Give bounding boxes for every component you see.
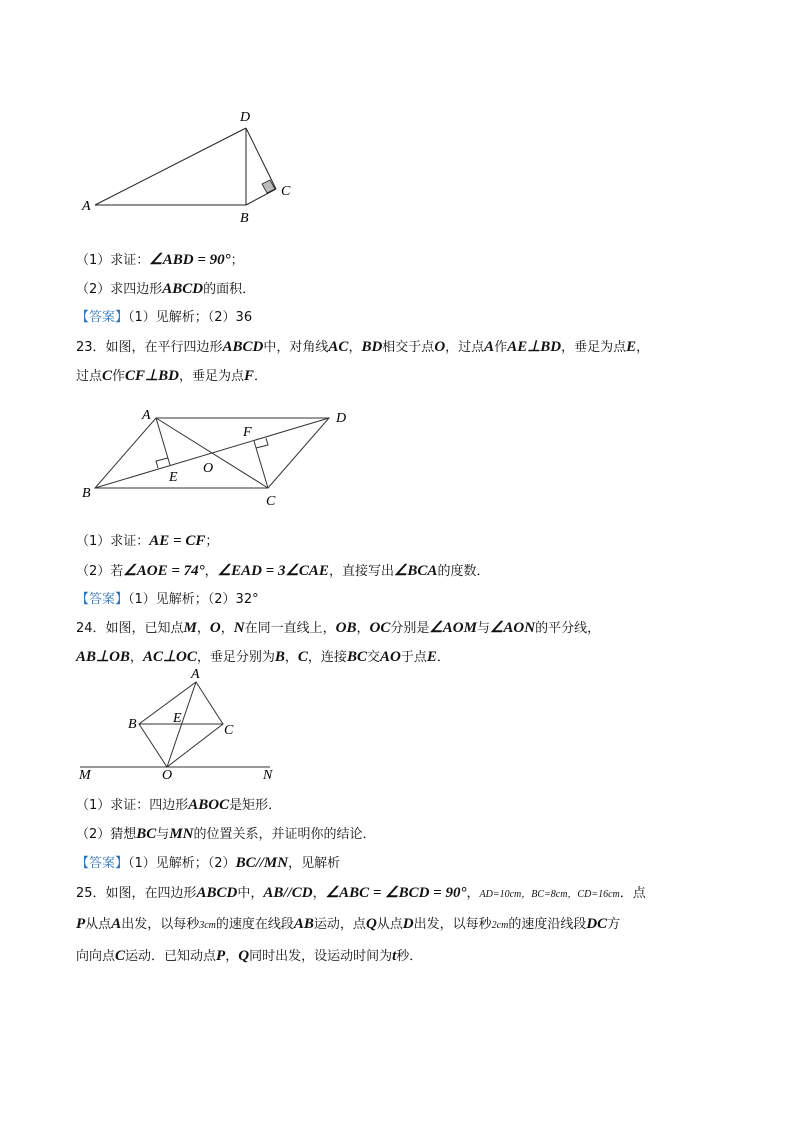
figure-q23-parallelogram xyxy=(70,400,370,515)
label-E: E xyxy=(169,470,178,485)
label-C: C xyxy=(224,723,234,738)
figure-q22-quadrilateral xyxy=(70,100,310,230)
q25-stem-line1: 25．如图，在四边形ABCD中，AB//CD，∠ABC = ∠BCD = 90°，AD=10cm，BC=8cm，CD=16cm．点 xyxy=(76,885,646,901)
q22-part2: （2）求四边形ABCD的面积． xyxy=(76,281,256,297)
label-D: D xyxy=(336,411,347,426)
label-B: B xyxy=(128,717,137,732)
label-D: D xyxy=(240,110,251,125)
q24-part2: （2）猜想BC与MN的位置关系，并证明你的结论． xyxy=(76,826,376,842)
label-N: N xyxy=(263,768,273,783)
label-A: A xyxy=(191,667,200,682)
q23-part1: （1）求证：AE = CF； xyxy=(76,533,219,549)
answer-tag: 【答案】 xyxy=(76,856,129,871)
label-O: O xyxy=(203,461,214,476)
label-M: M xyxy=(79,768,91,783)
label-B: B xyxy=(240,211,249,226)
answer-tag: 【答案】 xyxy=(76,592,129,607)
q23-stem-line2: 过点C作CF⊥BD，垂足为点F． xyxy=(76,368,268,384)
label-O: O xyxy=(162,768,173,783)
math: ∠ABD = 90° xyxy=(149,252,231,268)
label-F: F xyxy=(243,425,252,440)
q22-part1: （1）求证：∠ABD = 90°； xyxy=(76,252,244,268)
label-E: E xyxy=(173,711,182,726)
answer-tag: 【答案】 xyxy=(76,310,129,325)
label-B: B xyxy=(82,486,91,501)
q25-stem-line3: 向向点C运动．已知动点P，Q同时出发，设运动时间为t秒． xyxy=(76,948,423,964)
q23-stem-line1: 23．如图，在平行四边形ABCD中，对角线AC，BD相交于点O，过点A作AE⊥BD，垂足为点E， xyxy=(76,339,650,355)
q22-answer: 【答案】（1）见解析；（2）36 xyxy=(76,310,253,325)
q24-stem-line1: 24．如图，已知点M，O，N在同一直线上，OB，OC分别是∠AOM与∠AON的平分线， xyxy=(76,620,601,636)
q23-part2: （2）若∠AOE = 74°，∠EAD = 3∠CAE，直接写出∠BCA的度数． xyxy=(76,563,490,579)
label-C: C xyxy=(266,494,276,509)
q24-part1: （1）求证：四边形ABOC是矩形． xyxy=(76,797,282,813)
label-C: C xyxy=(281,184,291,199)
q25-stem-line2: P从点A出发，以每秒3cm的速度在线段AB运动，点Q从点D出发，以每秒2cm的速度沿线段DC方 xyxy=(76,916,621,932)
q24-answer: 【答案】（1）见解析；（2）BC//MN，见解析 xyxy=(76,855,341,871)
label-A: A xyxy=(142,408,151,423)
q23-answer: 【答案】（1）见解析；（2）32° xyxy=(76,592,259,607)
label-A: A xyxy=(82,199,91,214)
figure-q24-rectangle xyxy=(70,665,290,785)
q24-stem-line2: AB⊥OB，AC⊥OC，垂足分别为B，C，连接BC交AO于点E． xyxy=(76,649,450,665)
